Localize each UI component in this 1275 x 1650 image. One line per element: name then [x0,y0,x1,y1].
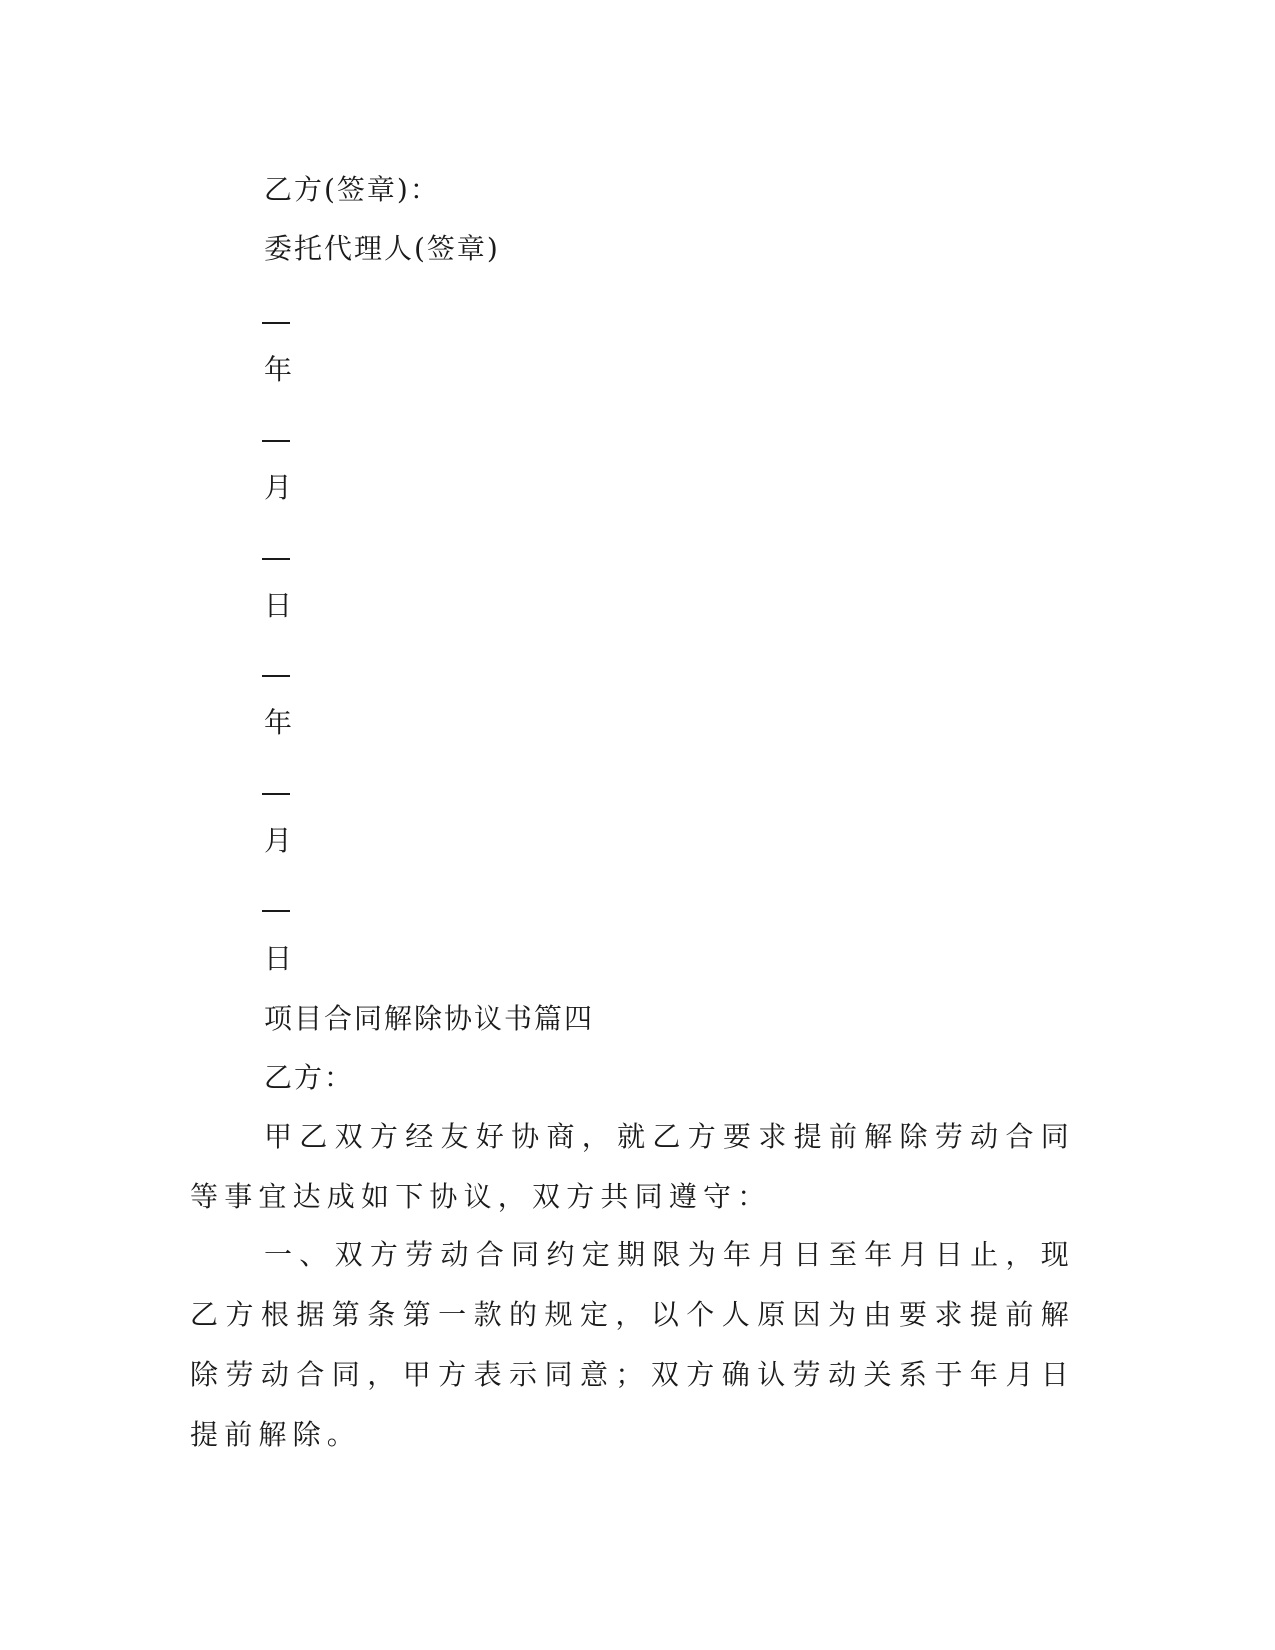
year-blank-line [262,322,290,324]
month-label: 月 [264,471,295,504]
party-b-label: 乙方： [264,1061,355,1094]
day-label: 日 [264,942,295,975]
party-b-signature-label: 乙方(签章)： [264,173,440,206]
day-blank-line [262,910,290,912]
month-blank-line [262,793,290,795]
day-blank-line [262,558,290,560]
agent-signature-label: 委托代理人(签章) [264,232,500,265]
month-label: 月 [264,824,295,857]
day-label: 日 [264,589,295,622]
year-blank-line [262,675,290,677]
agreement-intro-paragraph: 甲乙双方经友好协商，就乙方要求提前解除劳动合同等事宜达成如下协议，双方共同遵守： [190,1120,1075,1213]
month-blank-line [262,440,290,442]
section-title: 项目合同解除协议书篇四 [264,1002,595,1035]
year-label: 年 [264,353,295,386]
clause-one-paragraph: 一、双方劳动合同约定期限为年月日至年月日止，现乙方根据第条第一款的规定，以个人原因为由要求提前解除劳动合同，甲方表示同意；双方确认劳动关系于年月日提前解除。 [190,1238,1075,1451]
year-label: 年 [264,706,295,739]
